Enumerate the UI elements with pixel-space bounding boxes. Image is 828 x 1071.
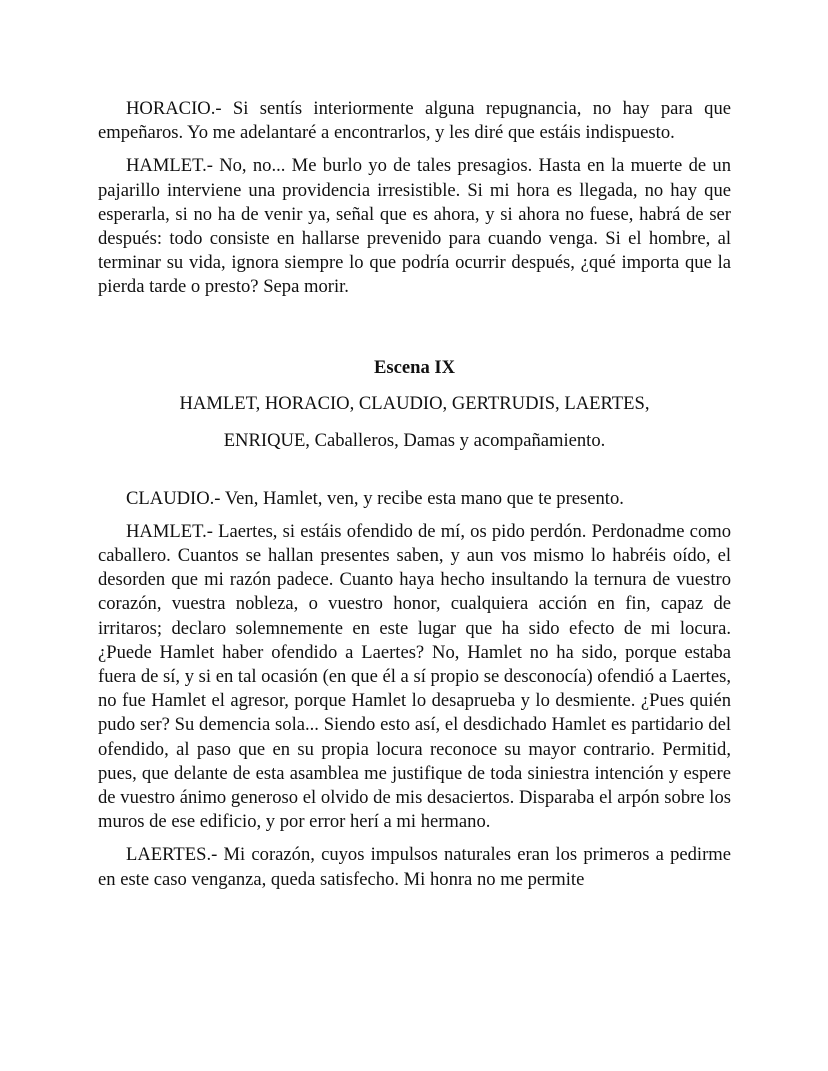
- scene-cast-line-1: HAMLET, HORACIO, CLAUDIO, GERTRUDIS, LAERTES,: [179, 392, 650, 414]
- scene-title: Escena IX: [373, 356, 456, 378]
- paragraph-laertes: LAERTES.- Mi corazón, cuyos impulsos naturales eran los primeros a pedirme en este caso venganza, queda satisfecho. Mi honra no me permite: [98, 844, 731, 890]
- paragraph-claudio: CLAUDIO.- Ven, Hamlet, ven, y recibe esta mano que te presento.: [126, 487, 624, 509]
- scene-cast: [98, 385, 731, 459]
- paragraph-hamlet-perdon: HAMLET.- Laertes, si estáis ofendido de mí, os pido perdón. Perdonadme como caballero. Cuantos se hallan presentes saben, y aun vos mismo lo habréis oído, el desorden que mi razón padece. Cuanto haya hecho insultando la ternura de vuestro corazón, vuestra nobleza, o vuestro honor, cualquiera acción en fin, capaz de irritaros; declaro solemnemente en este lugar que ha sido efecto de mi locura. ¿Puede Hamlet haber ofendido a Laertes? No, Hamlet no ha sido, porque estaba fuera de sí, y si en tal ocasión (en que él a sí propio se desconocía) ofendió a Laertes, no fue Hamlet el agresor, porque Hamlet lo desaprueba y lo desmiente. ¿Pues quién pudo ser? Su demencia sola... Siendo esto así, el desdichado Hamlet es partidario del ofendido, al paso que en su propia locura reconoce su mayor contrario. Permitid, pues, que delante de esta asamblea me justifique de toda siniestra intención y espere de vuestro ánimo generoso el olvido de mis desaciertos. Disparaba el arpón sobre los muros de ese edificio, y por error herí a mi hermano.: [98, 520, 731, 833]
- paragraph-horacio: HORACIO.- Si sentís interiormente alguna repugnancia, no hay para que empeñaros. Yo me adelantaré a encontrarlos, y les diré que estáis indispuesto.: [98, 98, 731, 144]
- scene-cast-line-2: ENRIQUE, Caballeros, Damas y acompañamiento.: [223, 429, 606, 451]
- paragraph-hamlet-presagios: HAMLET.- No, no... Me burlo yo de tales presagios. Hasta en la muerte de un pajarillo interviene una providencia irresistible. Si mi hora es llegada, no hay que esperarla, si no ha de venir ya, señal que es ahora, y si ahora no fuese, habrá de ser después: todo consiste en hallarse prevenido para cuando venga. Si el hombre, al terminar su vida, ignora siempre lo que podría ocurrir después, ¿qué importa que la pierda tarde o presto? Sepa morir.: [98, 155, 731, 298]
- document-page: [98, 97, 731, 892]
